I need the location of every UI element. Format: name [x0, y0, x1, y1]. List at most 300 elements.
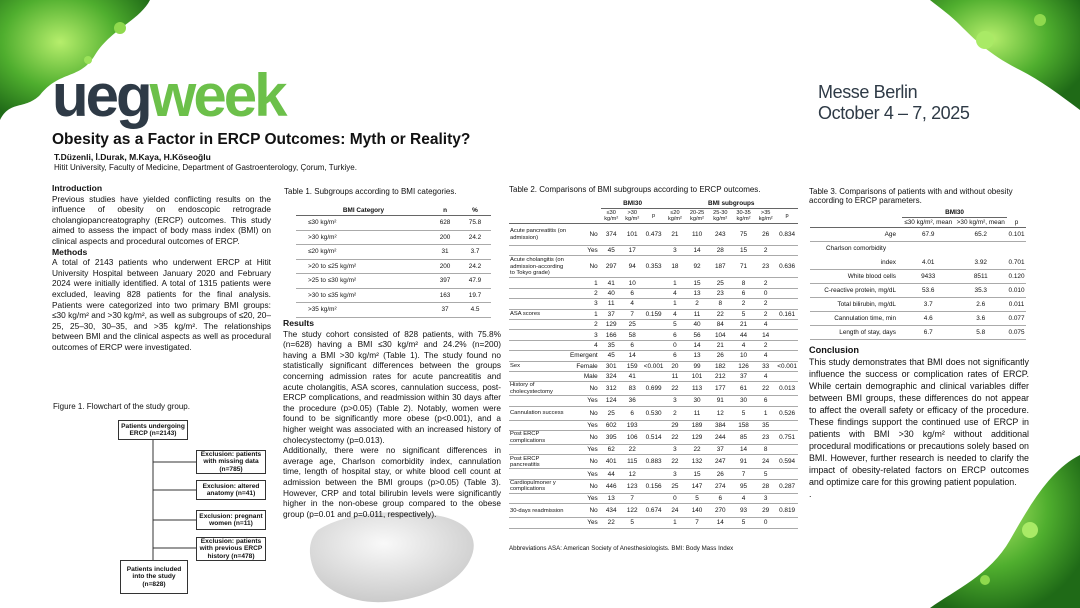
table2-cell: [643, 371, 665, 381]
table2-cell: 23: [709, 288, 732, 298]
table2-row: [509, 431, 798, 445]
table2-cell: 11: [664, 371, 685, 381]
table2-cell: 0.013: [776, 382, 798, 396]
table2-cell: 5: [685, 493, 708, 503]
table1-cell: 4.5: [459, 303, 491, 318]
table2-cell: 106: [622, 431, 643, 445]
table1-cell: >20 to ≤25 kg/m²: [296, 259, 431, 274]
table2-cell: [509, 288, 569, 298]
table2-cell: 30: [732, 396, 755, 406]
table2-cell: No: [569, 504, 601, 518]
table2-cell: 212: [709, 371, 732, 381]
table2-cell: 3: [664, 396, 685, 406]
table2-subheader: >35 kg/m²: [755, 209, 776, 224]
flow-start-box: Patients undergoing ERCP (n=2143): [118, 420, 188, 440]
conclusion-trailing: .: [809, 489, 812, 499]
table2-cell: 123: [622, 479, 643, 493]
table2-cell: 10: [622, 278, 643, 288]
table2-cell: 6: [709, 493, 732, 503]
table3-cell: 3.7: [902, 298, 954, 312]
table2-cell: 37: [709, 445, 732, 455]
table1-row: [296, 274, 491, 289]
table2-cell: 6: [664, 330, 685, 340]
table2-cell: 0.699: [643, 382, 665, 396]
table2-cell: 6: [755, 396, 776, 406]
table2-cell: [643, 299, 665, 309]
table3-row: [810, 270, 1026, 284]
table2-cell: 434: [601, 504, 622, 518]
table3-row: [810, 228, 1026, 242]
table2-cell: [776, 299, 798, 309]
table2-cell: 11: [601, 299, 622, 309]
table2-cell: [509, 319, 569, 329]
table2-cell: [509, 493, 569, 503]
table3-cell: 0.101: [1007, 228, 1026, 242]
flow-exclusion-box: Exclusion: pregnant women (n=11): [196, 510, 266, 530]
table2-cell: ASA scores: [509, 309, 569, 319]
table2-cell: Yes: [569, 469, 601, 479]
table2-cell: [776, 420, 798, 430]
liver-illustration: [310, 512, 474, 602]
table2-cell: 3: [569, 330, 601, 340]
table3: [810, 208, 1026, 340]
table2-cell: 124: [601, 396, 622, 406]
table1-cell: >30 kg/m²: [296, 230, 431, 245]
table3-cell: 65.2: [954, 228, 1007, 242]
table2-cell: [643, 246, 665, 256]
table2-cell: 166: [601, 330, 622, 340]
table2-cell: 84: [709, 319, 732, 329]
table2-cell: [643, 518, 665, 528]
table2-cell: Yes: [569, 493, 601, 503]
table2-cell: 274: [709, 479, 732, 493]
table2-cell: 7: [622, 309, 643, 319]
table1-cell: 24.2: [459, 259, 491, 274]
table2-cell: 25: [709, 278, 732, 288]
table2-cell: 1: [755, 406, 776, 420]
table2-cell: 11: [685, 406, 708, 420]
table2-cell: 20: [664, 361, 685, 371]
table2-cell: 189: [685, 420, 708, 430]
table2-cell: 23: [755, 431, 776, 445]
table2-row: [509, 299, 798, 309]
table2-row: [509, 479, 798, 493]
table2-cell: 113: [685, 382, 708, 396]
table2-cell: [643, 340, 665, 350]
table1-cell: >25 to ≤30 kg/m²: [296, 274, 431, 289]
table1-cell: 3.7: [459, 245, 491, 260]
table2-subheader: ≤20 kg/m²: [664, 209, 685, 224]
table2-cell: 101: [622, 224, 643, 246]
table2-cell: Acute pancreatitis (on admission): [509, 224, 569, 246]
table2-row: [509, 361, 798, 371]
table2-cell: 26: [709, 469, 732, 479]
table2-cell: 2: [732, 299, 755, 309]
table2-cell: 115: [622, 455, 643, 469]
table2-cell: 129: [601, 319, 622, 329]
table2-subheader: 20-25 kg/m²: [685, 209, 708, 224]
table2-cell: 0.636: [776, 256, 798, 278]
table2-cell: [776, 469, 798, 479]
table2-cell: [643, 330, 665, 340]
table2-cell: History of cholecystectomy: [509, 382, 569, 396]
table2-cell: 37: [601, 309, 622, 319]
table2-cell: 25: [664, 479, 685, 493]
table2-cell: 4: [755, 319, 776, 329]
table2-cell: [643, 278, 665, 288]
table2-cell: 193: [622, 420, 643, 430]
table2-cell: 5: [732, 518, 755, 528]
table2-cell: Yes: [569, 445, 601, 455]
table2-cell: [509, 469, 569, 479]
table2-row: [509, 278, 798, 288]
table2-cell: 37: [732, 371, 755, 381]
table1-header: n: [431, 206, 459, 216]
table2-cell: 21: [709, 340, 732, 350]
table2-cell: 14: [755, 330, 776, 340]
table2-cell: 28: [709, 246, 732, 256]
table2-cell: 25: [622, 319, 643, 329]
table2-cell: 140: [685, 504, 708, 518]
table2-cell: 22: [664, 455, 685, 469]
table2-cell: 93: [732, 504, 755, 518]
table1: [296, 206, 491, 318]
table3-blank: [902, 242, 954, 256]
table3-header: p: [1007, 218, 1026, 228]
table2-cell: No: [569, 224, 601, 246]
table2-cell: 158: [732, 420, 755, 430]
table2-cell: 5: [732, 309, 755, 319]
table1-header: BMI Category: [296, 206, 431, 216]
table2-cell: 7: [732, 469, 755, 479]
table2-row: [509, 288, 798, 298]
table3-row: [810, 242, 1026, 256]
table2-cell: 2: [664, 406, 685, 420]
table2-cell: 29: [664, 420, 685, 430]
table2-cell: 14: [709, 518, 732, 528]
table3-cell: 67.9: [902, 228, 954, 242]
table2-cell: 71: [732, 256, 755, 278]
table2-cell: 22: [755, 382, 776, 396]
table2-cell: 3: [664, 445, 685, 455]
table2-row: [509, 246, 798, 256]
table3-cell: 0.075: [1007, 326, 1026, 340]
table2-cell: 41: [601, 278, 622, 288]
table2-cell: 0.674: [643, 504, 665, 518]
table2-cell: [509, 351, 569, 361]
table2-cell: Female: [569, 361, 601, 371]
flow-exclusion-box: Exclusion: patients with missing data (n=785): [196, 450, 266, 474]
table2-cell: 83: [622, 382, 643, 396]
table2-cell: 99: [685, 361, 708, 371]
table2-cell: 2: [755, 340, 776, 350]
methods-text: A total of 2143 patients who underwent ERCP at Hitit University Hospital between January 2020 and February 2024 were initially identified. A total of 1315 patients were excluded, leaving 828 patients for the final analysis. Patients were categorized into two primary BMI groups: ≤30 kg/m² and >30 kg/m², as well as subgroups of ≤20, 20–25, 25–30, 30–35, and >35 kg/m². The relationships between BMI and the clinical aspects as well as procedural outcomes of ERCP were investigated.: [52, 257, 271, 352]
table2-row: [509, 319, 798, 329]
table3-cell: C-reactive protein, mg/dL: [810, 284, 902, 298]
table2-cell: 243: [709, 224, 732, 246]
table2-cell: 8: [755, 445, 776, 455]
table2-cell: 45: [601, 351, 622, 361]
table2-cell: [509, 445, 569, 455]
table2-row: [509, 371, 798, 381]
table2-cell: 401: [601, 455, 622, 469]
table3-cell: 6.7: [902, 326, 954, 340]
table2-cell: [643, 319, 665, 329]
table2-cell: 395: [601, 431, 622, 445]
table2-cell: 4: [755, 351, 776, 361]
table2-cell: 126: [732, 361, 755, 371]
table3-cell: 0.010: [1007, 284, 1026, 298]
table2-cell: 5: [755, 469, 776, 479]
table2-cell: 312: [601, 382, 622, 396]
table2-cell: 0.156: [643, 479, 665, 493]
table2-cell: [509, 299, 569, 309]
table3-cell: Length of stay, days: [810, 326, 902, 340]
table2-row: [509, 406, 798, 420]
table2-cell: [776, 371, 798, 381]
table2-cell: Post ERCP complications: [509, 431, 569, 445]
conclusion-text: This study demonstrates that BMI does not significantly influence the success or complication rates of ERCP. While certain demographic and clinical variables differ between BMI groups, these differences do not appear to affect the overall safety or efficacy of the procedure. These findings support the continued use of ERCP in patients with BMI >30 kg/m² without additional procedural modifications or precautions solely based on BMI. However, further research is needed to clarify the impact of obesity-related factors on ERCP outcomes and optimize care for this growing patient population.: [809, 357, 1029, 487]
table2-cell: 1: [569, 278, 601, 288]
poster-authors: T.Düzenli, İ.Durak, M.Kaya, H.Köseoğlu: [54, 152, 211, 162]
table3-header-row: [810, 218, 1026, 228]
table2-cell: 0.526: [776, 406, 798, 420]
table2-cell: 0.514: [643, 431, 665, 445]
table2-group-row: [509, 199, 798, 209]
table2-cell: Male: [569, 371, 601, 381]
logo-part-ueg: ueg: [52, 62, 150, 129]
table2-cell: No: [569, 406, 601, 420]
table1-row: [296, 303, 491, 318]
table1-cell: 200: [431, 230, 459, 245]
table2-cell: 0: [755, 518, 776, 528]
table2-cell: 3: [569, 299, 601, 309]
table2-row: [509, 493, 798, 503]
table1-row: [296, 259, 491, 274]
table2-cell: 270: [709, 504, 732, 518]
table2-cell: 4: [622, 299, 643, 309]
table2-cell: 30: [685, 396, 708, 406]
table2-cell: [776, 518, 798, 528]
table2-cell: [509, 330, 569, 340]
table2-cell: Yes: [569, 420, 601, 430]
table2-cell: [509, 278, 569, 288]
table3-cell: 35.3: [954, 284, 1007, 298]
table2-cell: 2: [685, 299, 708, 309]
venue-dates: October 4 – 7, 2025: [818, 103, 970, 123]
table3-cell: White blood cells: [810, 270, 902, 284]
table2-row: [509, 504, 798, 518]
table2-cell: 22: [622, 445, 643, 455]
table2-cell: 6: [622, 340, 643, 350]
table3-header: ≤30 kg/m², mean: [902, 218, 954, 228]
table2-cell: 22: [685, 445, 708, 455]
table3-cell: 3.6: [954, 312, 1007, 326]
table2-cell: 91: [709, 396, 732, 406]
table2-cell: 61: [732, 382, 755, 396]
table2-cell: 13: [601, 493, 622, 503]
table2-row: [509, 351, 798, 361]
table2-cell: Cardiopulmoner y complications: [509, 479, 569, 493]
table2-cell: 2: [755, 278, 776, 288]
table2-row: [509, 330, 798, 340]
table2-cell: 6: [664, 351, 685, 361]
table2-row: [509, 396, 798, 406]
table2-cell: 28: [755, 479, 776, 493]
table1-caption: Table 1. Subgroups according to BMI categories.: [284, 187, 457, 196]
table2-cell: [776, 340, 798, 350]
table2-cell: 14: [622, 351, 643, 361]
table2-cell: 0.159: [643, 309, 665, 319]
table2-cell: 0.883: [643, 455, 665, 469]
table2-cell: 110: [685, 224, 708, 246]
table2-cell: 95: [732, 479, 755, 493]
table2-cell: [776, 330, 798, 340]
table2-cell: <0.001: [777, 362, 797, 370]
table2-cell: 3: [664, 469, 685, 479]
flow-end-box: Patients included into the study (n=828): [120, 560, 188, 594]
table3-row: [810, 284, 1026, 298]
table2-cell: 91: [732, 455, 755, 469]
table3-group: BMI30: [902, 208, 1007, 218]
table2-cell: Yes: [569, 518, 601, 528]
table2-cell: 13: [685, 288, 708, 298]
table2-cell: 22: [664, 382, 685, 396]
table2-row: [509, 445, 798, 455]
table1-cell: 163: [431, 288, 459, 303]
table2-cell: [643, 288, 665, 298]
table2-cell: 14: [732, 445, 755, 455]
table2-cell: 384: [709, 420, 732, 430]
table2-row: [509, 469, 798, 479]
table1-cell: >35 kg/m²: [296, 303, 431, 318]
table2-cell: 58: [622, 330, 643, 340]
table2-cell: 62: [601, 445, 622, 455]
table2-cell: No: [569, 256, 601, 278]
table2-cell: 8: [732, 278, 755, 288]
table2-cell: 24: [755, 455, 776, 469]
table2-cell: [509, 340, 569, 350]
table2-cell: 22: [709, 309, 732, 319]
table3-blank: [1007, 208, 1026, 218]
table2-row: [509, 382, 798, 396]
table2-cell: 35: [601, 340, 622, 350]
table3-cell: 2.6: [954, 298, 1007, 312]
table2-cell: [643, 351, 665, 361]
table2-cell: [776, 319, 798, 329]
table2-cell: 3: [664, 246, 685, 256]
table2-subheader: 25-30 kg/m²: [709, 209, 732, 224]
table1-cell: 37: [431, 303, 459, 318]
table2-cell: 2: [755, 246, 776, 256]
table2-cell: 26: [709, 351, 732, 361]
table2-cell: 18: [664, 256, 685, 278]
table2-row: [509, 340, 798, 350]
table2-cell: 0.819: [776, 504, 798, 518]
table2-cell: 11: [685, 309, 708, 319]
table3-row: [810, 298, 1026, 312]
table2-footnote: Abbreviations ASA: American Society of Anesthesiologists. BMI: Body Mass Index: [509, 545, 734, 552]
table3-cell: 5.8: [954, 326, 1007, 340]
table2-cell: 7: [685, 518, 708, 528]
table2-cell: 0.161: [776, 309, 798, 319]
table2-cell: [509, 371, 569, 381]
table2-cell: 44: [601, 469, 622, 479]
table2-cell: Sex: [509, 361, 569, 371]
table2-cell: 15: [732, 246, 755, 256]
table3-cell: 4.6: [902, 312, 954, 326]
table2-cell: 247: [709, 455, 732, 469]
table1-cell: 628: [431, 216, 459, 231]
table1-cell: ≤30 kg/m²: [296, 216, 431, 231]
table2-cell: 4: [732, 493, 755, 503]
table2-cell: 26: [755, 224, 776, 246]
table2-cell: 4: [755, 371, 776, 381]
table2-cell: <0.001: [643, 362, 664, 370]
table2-subheader: p: [776, 209, 798, 224]
table2-cell: 12: [622, 469, 643, 479]
table2-cell: [776, 396, 798, 406]
table3-cell: Total bilirubin, mg/dL: [810, 298, 902, 312]
table1-row: [296, 288, 491, 303]
table2-cell: 14: [685, 340, 708, 350]
table2-cell: [643, 420, 665, 430]
table2-cell: 25: [601, 406, 622, 420]
table2-cell: 0.287: [776, 479, 798, 493]
table3-blank: [954, 242, 1007, 256]
column-results: [283, 318, 501, 519]
table3-caption: Table 3. Comparisons of patients with and without obesity according to ERCP parameters.: [809, 187, 1013, 205]
table1-row: [296, 230, 491, 245]
table1-header: %: [459, 206, 491, 216]
table2-cell: 159: [622, 361, 643, 371]
table2-cell: [776, 493, 798, 503]
table3-header: >30 kg/m², mean: [954, 218, 1007, 228]
table2-cell: 324: [601, 371, 622, 381]
table1-cell: 19.7: [459, 288, 491, 303]
table2-group2: BMI subgroups: [664, 199, 798, 209]
table2-cell: 182: [709, 361, 732, 371]
table1-cell: 47.9: [459, 274, 491, 289]
table2-cell: 4: [569, 340, 601, 350]
table2-row: [509, 420, 798, 430]
table2-cell: 101: [685, 371, 708, 381]
table2-cell: 301: [601, 361, 622, 371]
table2-row: [509, 518, 798, 528]
table2-cell: Emergent: [569, 351, 601, 361]
table2-cell: 36: [622, 396, 643, 406]
table3-cell: 3.92: [954, 256, 1007, 270]
table2-cell: [509, 396, 569, 406]
table2-cell: [643, 493, 665, 503]
table1-cell: >30 to ≤35 kg/m²: [296, 288, 431, 303]
table3-row: [810, 326, 1026, 340]
table2-cell: No: [569, 431, 601, 445]
table2-row: [509, 455, 798, 469]
table2-cell: Cannulation success: [509, 406, 569, 420]
table2-cell: [509, 420, 569, 430]
table2-cell: 0.594: [776, 455, 798, 469]
table2-cell: 75: [732, 224, 755, 246]
table2-subheader: p: [643, 209, 665, 224]
table2-cell: 24: [664, 504, 685, 518]
table3-cell: 0.120: [1007, 270, 1026, 284]
table2-cell: 45: [601, 246, 622, 256]
figure1-caption: Figure 1. Flowchart of the study group.: [53, 402, 190, 411]
results-text: The study cohort consisted of 828 patients, with 75.8% (n=628) having a BMI ≤30 kg/m² and 24.2% (n=200) having a BMI >30 kg/m² (Table 1). The study found no statistically significant differences between the groups concerning admission rates for acute pancreatitis and acute cholangitis, ASA scores, cannulation success, post-ERCP complications, and readmission within 30 days after the procedure (p>0.05) (Table 2). Notably, women were found to be significantly more obese (p<0.001), and a higher weight was associated with an increased history of cholecystectomy (p=0.013).: [283, 328, 501, 445]
logo-part-week: week: [149, 62, 285, 129]
table1-cell: 200: [431, 259, 459, 274]
